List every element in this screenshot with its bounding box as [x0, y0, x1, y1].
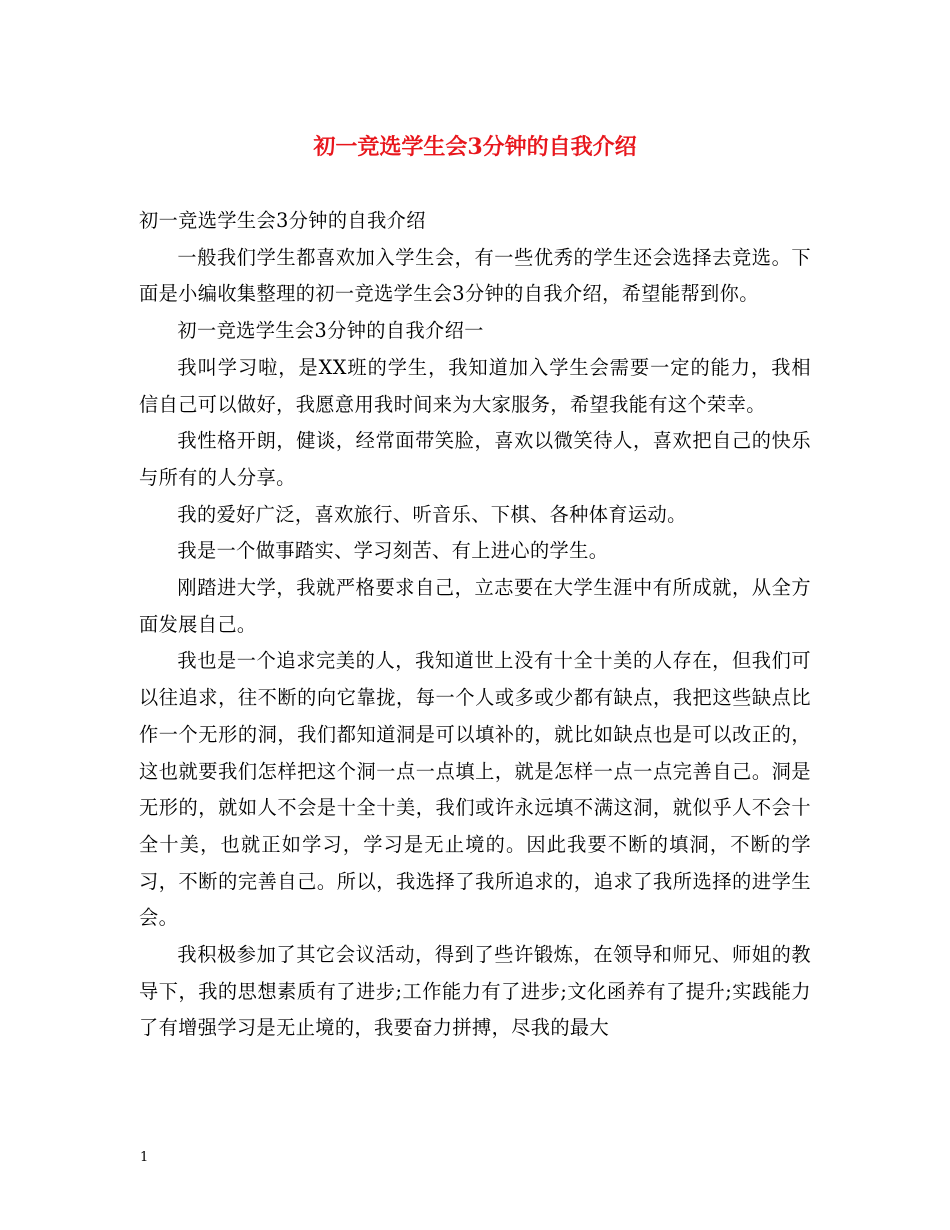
body-paragraph: 我的爱好广泛，喜欢旅行、听音乐、下棋、各种体育运动。	[177, 502, 687, 526]
document-body	[139, 203, 811, 1047]
document-title: 初一竞选学生会3分钟的自我介绍	[313, 134, 637, 160]
body-paragraph: 我积极参加了其它会议活动，得到了些许锻炼，在领导和师兄、师姐的教导下，我的思想素质有了进步;工作能力有了进步;文化函养有了提升;实践能力了有增强学习是无止境的，我要奋力拼搏，尽我的最大	[139, 943, 811, 1040]
body-paragraph: 刚踏进大学，我就严格要求自己，立志要在大学生涯中有所成就，从全方面发展自己。	[139, 576, 811, 636]
body-paragraph: 我叫学习啦，是XX班的学生，我知道加入学生会需要一定的能力，我相信自己可以做好，我愿意用我时间来为大家服务，希望我能有这个荣幸。	[139, 355, 811, 416]
page-number: 1	[140, 1150, 149, 1165]
body-paragraph: 我也是一个追求完美的人，我知道世上没有十全十美的人存在，但我们可以往追求，往不断的向它靠拢，每一个人或多或少都有缺点，我把这些缺点比作一个无形的洞，我们都知道洞是可以填补的，就比如缺点也是可以改正的，这也就要我们怎样把这个洞一点一点填上，就是怎样一点一点完善自己。洞是无形的，就如人不会是十全十美，我们或许永远填不满这洞，就似乎人不会十全十美，也就正如学习，学习是无止境的。因此我要不断的填洞，不断的学习，不断的完善自己。所以，我选择了我所追求的，追求了我所选择的进学生会。	[139, 649, 811, 930]
intro-paragraph: 一般我们学生都喜欢加入学生会，有一些优秀的学生还会选择去竞选。下面是小编收集整理的初一竞选学生会3分钟的自我介绍，希望能帮到你。	[139, 245, 811, 306]
subtitle-paragraph: 初一竞选学生会3分钟的自我介绍	[139, 209, 426, 232]
section-heading: 初一竞选学生会3分钟的自我介绍一	[177, 319, 484, 343]
body-paragraph: 我性格开朗，健谈，经常面带笑脸，喜欢以微笑待人，喜欢把自己的快乐与所有的人分享。	[139, 429, 811, 489]
body-paragraph: 我是一个做事踏实、学习刻苦、有上进心的学生。	[177, 539, 609, 563]
